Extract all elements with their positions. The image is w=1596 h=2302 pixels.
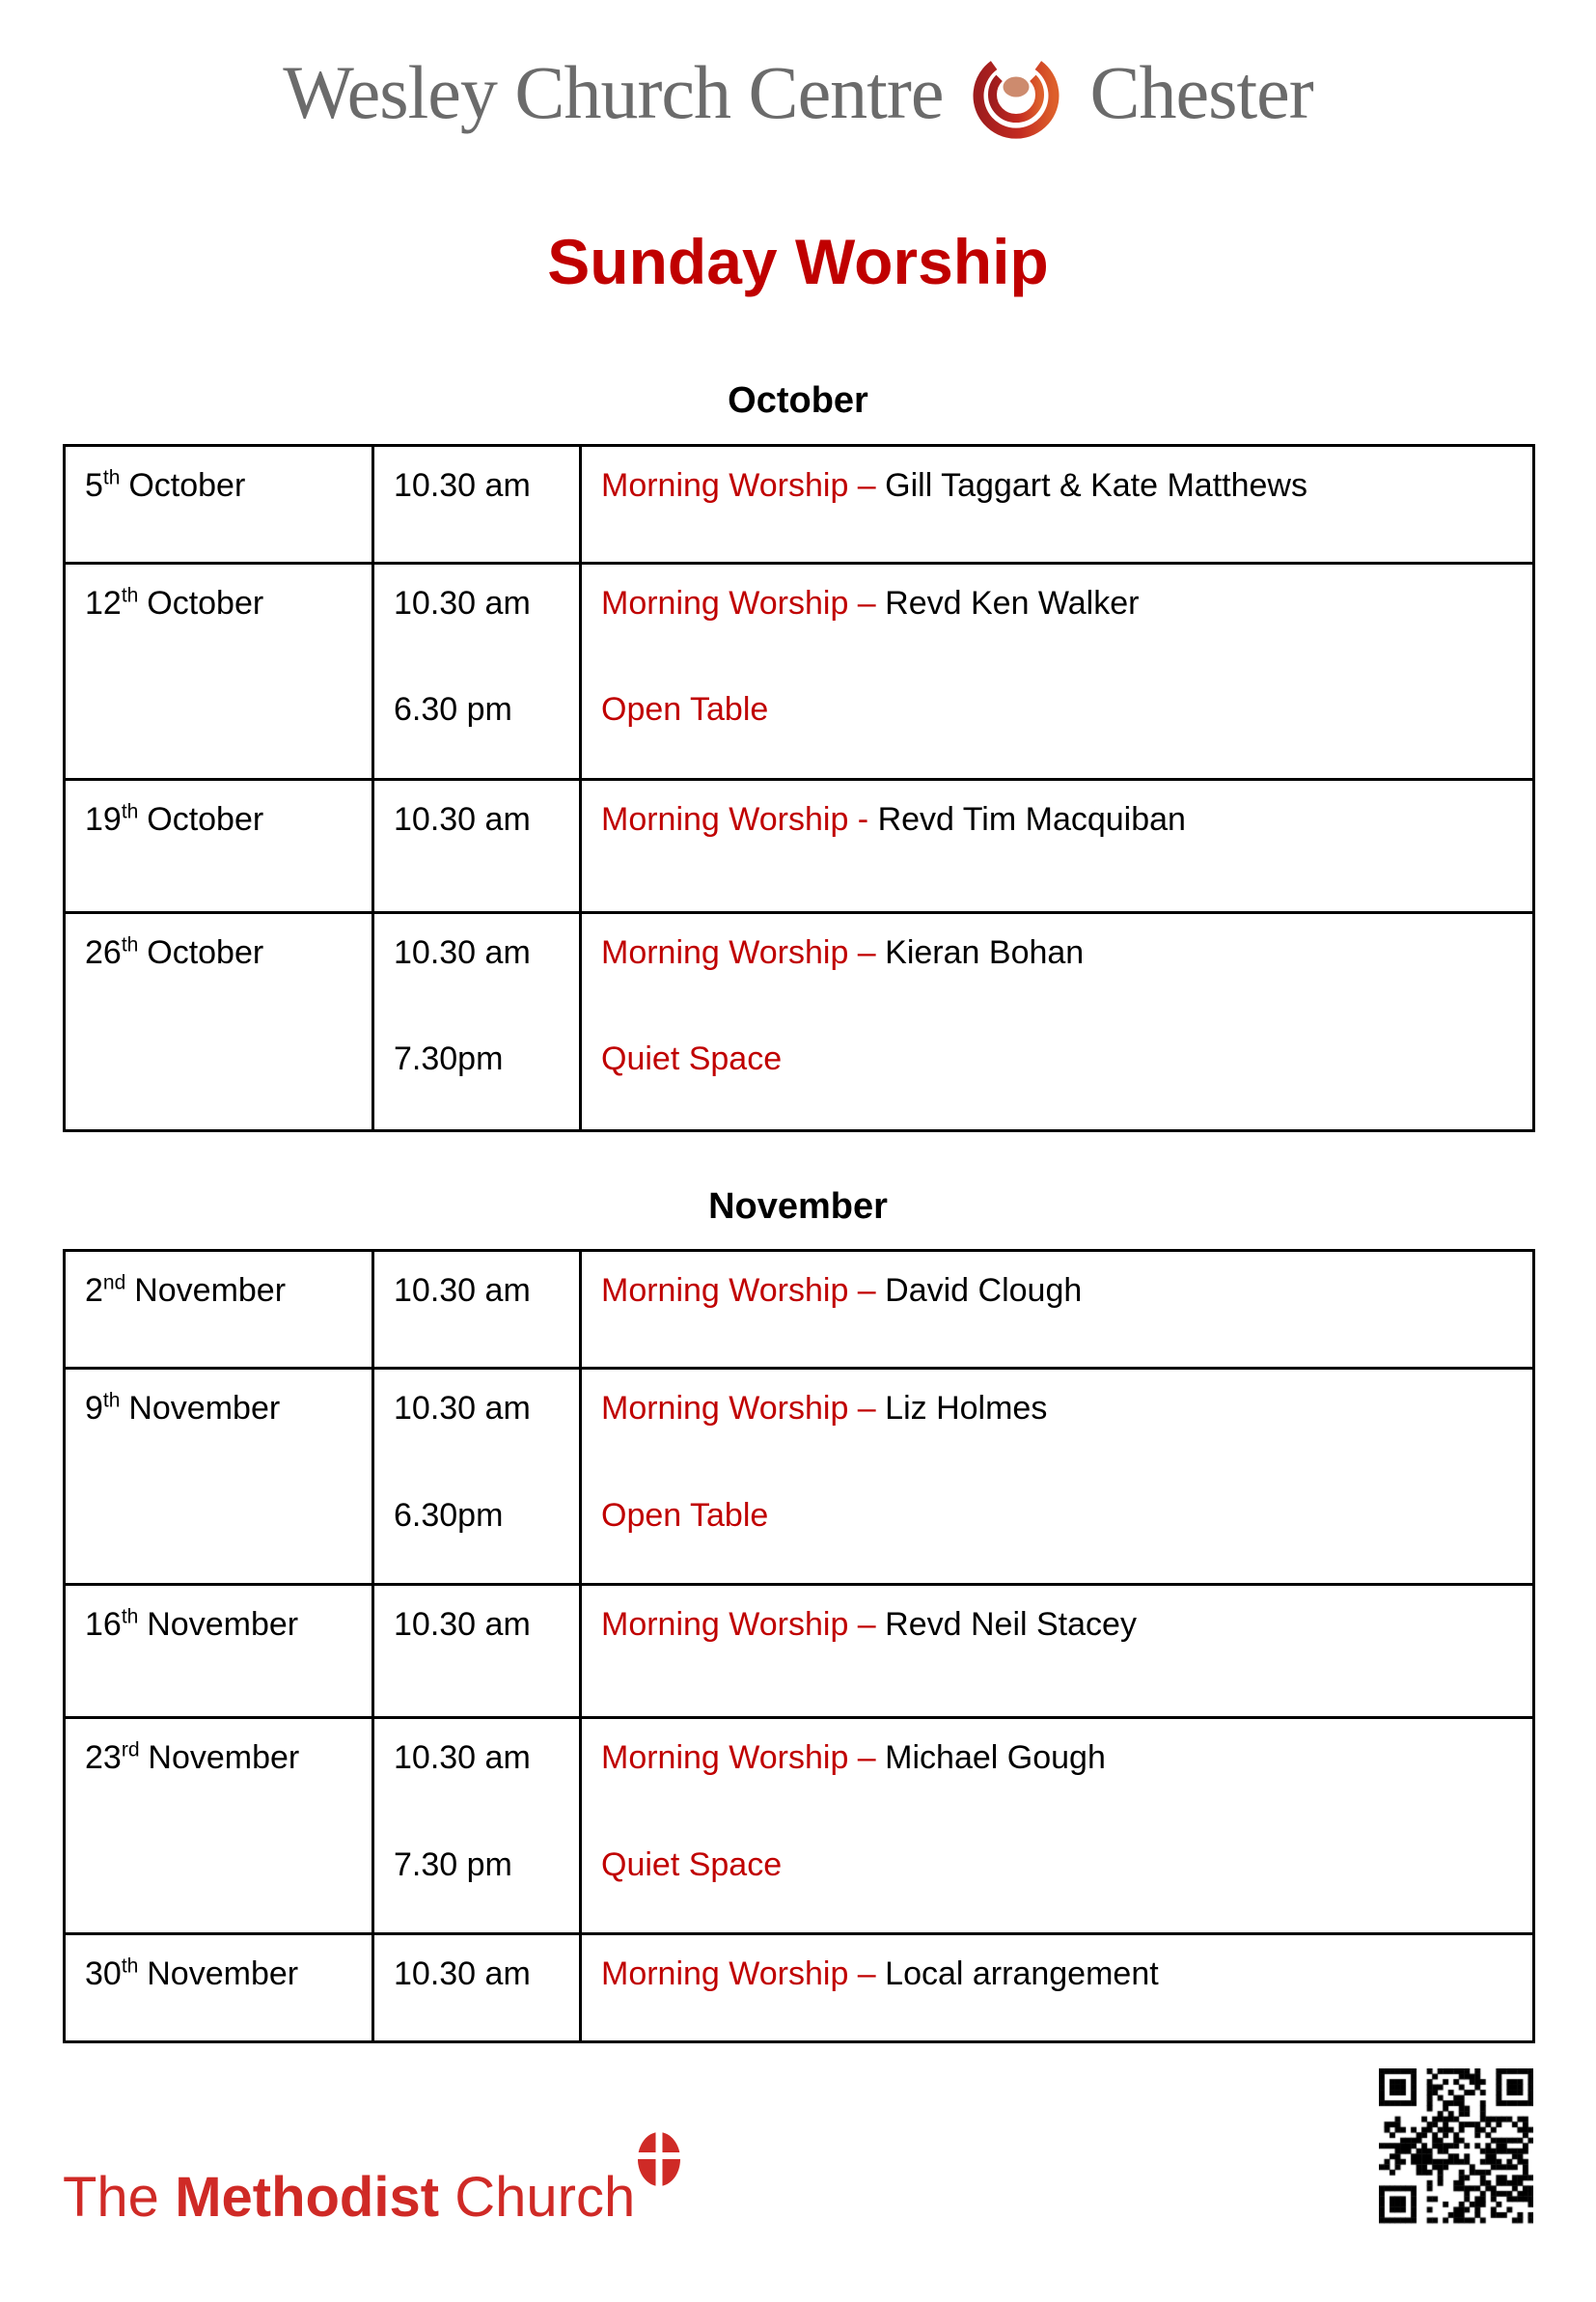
service-name: Morning Worship – [601, 933, 876, 971]
event-description [601, 800, 1523, 840]
date-cell [65, 1718, 373, 1934]
event-time: 10.30 am [394, 584, 531, 622]
service-name: Morning Worship – [601, 584, 876, 622]
event-description [601, 1955, 1523, 1994]
date-cell [65, 1369, 373, 1585]
date-ordinal: nd [102, 1271, 126, 1294]
service-leader: Gill Taggart & Kate Matthews [875, 466, 1307, 504]
logo-word-methodist: Methodist [175, 2166, 440, 2230]
methodist-orb-cross-icon [637, 2131, 681, 2187]
event-description [601, 1738, 1523, 1778]
date-day: 16 [85, 1606, 122, 1644]
event-time: 7.30 pm [394, 1846, 512, 1884]
date-cell [65, 1251, 373, 1369]
event-description [601, 466, 1523, 506]
service-leader: Revd Neil Stacey [875, 1606, 1137, 1644]
date-month: November [128, 1390, 281, 1428]
date-month: October [147, 800, 264, 838]
date-cell [65, 563, 373, 779]
date-day: 12 [85, 584, 122, 622]
service-leader: David Clough [875, 1272, 1083, 1310]
event-description [601, 690, 1523, 730]
date-cell [65, 1585, 373, 1718]
date-day: 9 [85, 1390, 103, 1428]
event-time: 10.30 am [394, 933, 531, 971]
event-time: 10.30 am [394, 466, 531, 504]
date-month: November [147, 1955, 299, 1993]
date-day: 19 [85, 800, 122, 838]
date-ordinal: th [121, 933, 139, 957]
page-title: Sunday Worship [547, 226, 1049, 297]
time-cell [373, 912, 581, 1130]
event-time: 10.30 am [394, 1739, 531, 1777]
description-cell [581, 445, 1534, 563]
table-row [65, 445, 1534, 563]
description-cell [581, 1718, 1534, 1934]
event-description [601, 933, 1523, 973]
time-cell [373, 445, 581, 563]
date-month: November [148, 1739, 300, 1777]
service-name: Quiet Space [601, 1846, 783, 1884]
event-description [601, 1845, 1523, 1885]
date-day: 30 [85, 1955, 122, 1993]
table-row [65, 779, 1534, 912]
service-name: Quiet Space [601, 1040, 783, 1078]
event-description [601, 1389, 1523, 1428]
service-name: Morning Worship – [601, 1606, 876, 1644]
service-name: Morning Worship – [601, 1955, 876, 1993]
event-time: 10.30 am [394, 1390, 531, 1428]
service-leader: Michael Gough [875, 1739, 1106, 1777]
table-row [65, 1585, 1534, 1718]
service-leader: Liz Holmes [875, 1390, 1048, 1428]
methodist-church-logo [63, 2102, 681, 2230]
description-cell [581, 1251, 1534, 1369]
time-cell [373, 1251, 581, 1369]
section-heading-october: October [728, 379, 868, 421]
event-time: 6.30pm [394, 1497, 504, 1535]
brand-header [63, 44, 1533, 141]
qr-code [1379, 2068, 1533, 2226]
date-month: October [147, 584, 264, 622]
date-ordinal: th [121, 1605, 139, 1628]
description-cell [581, 779, 1534, 912]
description-cell [581, 1934, 1534, 2042]
date-day: 23 [85, 1739, 122, 1777]
event-time: 10.30 am [394, 1955, 531, 1993]
logo-word-the: The [63, 2166, 159, 2230]
table-row [65, 1718, 1534, 1934]
description-cell [581, 1585, 1534, 1718]
table-row [65, 1934, 1534, 2042]
event-description [601, 1496, 1523, 1536]
time-cell [373, 1369, 581, 1585]
service-name: Open Table [601, 1497, 769, 1535]
service-leader: Revd Tim Macquiban [868, 800, 1186, 838]
date-cell [65, 445, 373, 563]
date-month: October [128, 466, 246, 504]
table-row [65, 1251, 1534, 1369]
event-description [601, 1040, 1523, 1079]
event-description [601, 1605, 1523, 1645]
date-day: 2 [85, 1272, 103, 1310]
brand-text-left: Wesley Church Centre [283, 50, 944, 134]
event-time: 6.30 pm [394, 691, 512, 729]
service-name: Morning Worship – [601, 1390, 876, 1428]
date-ordinal: rd [121, 1738, 140, 1761]
description-cell [581, 912, 1534, 1130]
table-row [65, 563, 1534, 779]
brand-text-right: Chester [1089, 50, 1313, 134]
event-description [601, 1271, 1523, 1311]
date-month: October [147, 933, 264, 971]
date-ordinal: th [121, 584, 139, 607]
section-heading-november: November [708, 1185, 888, 1227]
date-day: 26 [85, 933, 122, 971]
time-cell [373, 563, 581, 779]
service-leader: Kieran Bohan [875, 933, 1085, 971]
table-row [65, 1369, 1534, 1585]
page [0, 44, 1596, 2230]
time-cell [373, 1718, 581, 1934]
description-cell [581, 1369, 1534, 1585]
wesley-arcs-icon [968, 44, 1064, 141]
event-time: 10.30 am [394, 1606, 531, 1644]
november-table [63, 1249, 1535, 2043]
time-cell [373, 779, 581, 912]
service-name: Morning Worship – [601, 466, 876, 504]
date-ordinal: th [102, 1389, 121, 1412]
service-leader: Revd Ken Walker [875, 584, 1140, 622]
logo-word-church: Church [454, 2166, 636, 2230]
service-name: Morning Worship - [601, 800, 869, 838]
event-time: 7.30pm [394, 1040, 504, 1078]
event-description [601, 584, 1523, 624]
date-month: November [147, 1606, 299, 1644]
date-day: 5 [85, 466, 103, 504]
date-month: November [134, 1272, 287, 1310]
description-cell [581, 563, 1534, 779]
service-leader: Local arrangement [875, 1955, 1159, 1993]
date-ordinal: th [102, 466, 121, 489]
date-ordinal: th [121, 1955, 139, 1978]
date-cell [65, 912, 373, 1130]
date-ordinal: th [121, 800, 139, 823]
service-name: Morning Worship – [601, 1739, 876, 1777]
time-cell [373, 1585, 581, 1718]
service-name: Morning Worship – [601, 1272, 876, 1310]
date-cell [65, 779, 373, 912]
time-cell [373, 1934, 581, 2042]
date-cell [65, 1934, 373, 2042]
october-table [63, 444, 1535, 1132]
event-time: 10.30 am [394, 1272, 531, 1310]
table-row [65, 912, 1534, 1130]
event-time: 10.30 am [394, 800, 531, 838]
footer [63, 2068, 1533, 2230]
service-name: Open Table [601, 691, 769, 729]
